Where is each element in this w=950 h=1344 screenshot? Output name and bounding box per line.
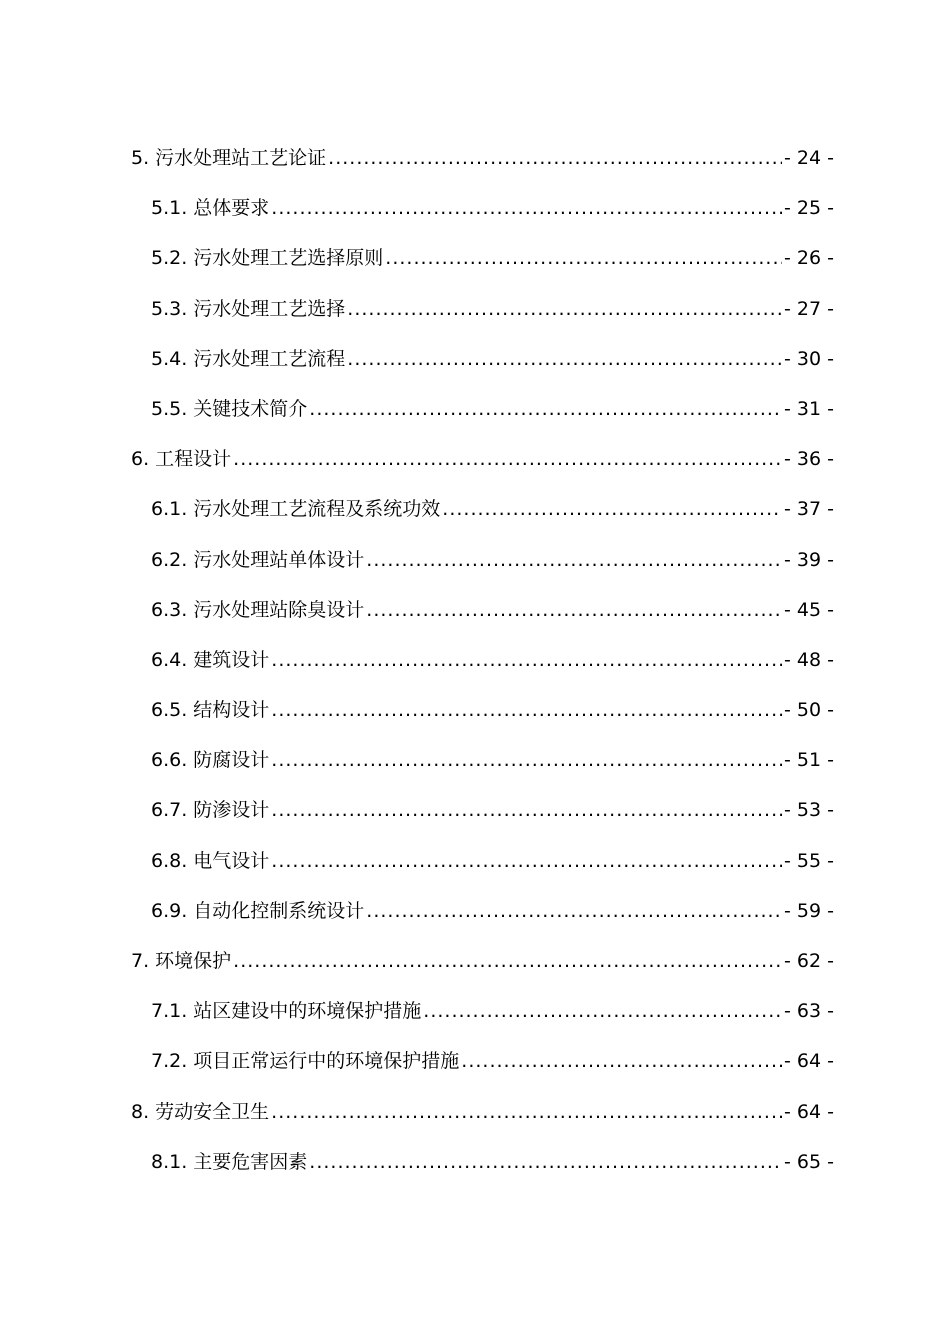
toc-entry-page-number: - 65 - bbox=[784, 1150, 834, 1173]
toc-entry-page-number: - 37 - bbox=[784, 498, 834, 521]
toc-entry-page-number: - 63 - bbox=[784, 1000, 834, 1023]
toc-entry-page-number: - 25 - bbox=[784, 197, 834, 220]
toc-dot-leader bbox=[271, 785, 782, 835]
toc-entry[interactable] bbox=[0, 284, 950, 334]
toc-entry-number: 7. bbox=[131, 950, 150, 972]
toc-dot-leader bbox=[366, 585, 782, 635]
toc-dot-leader bbox=[271, 685, 782, 735]
toc-dot-leader bbox=[309, 1137, 782, 1187]
toc-entry[interactable] bbox=[0, 1137, 950, 1187]
toc-dot-leader bbox=[423, 986, 782, 1036]
toc-dot-leader bbox=[233, 936, 782, 986]
toc-entry-title: 污水处理工艺选择 bbox=[193, 297, 346, 320]
toc-entry[interactable] bbox=[0, 1036, 950, 1086]
toc-entry-number: 6.3. bbox=[151, 598, 188, 621]
toc-entry-number: 6.8. bbox=[151, 849, 188, 872]
toc-entry-number: 5.4. bbox=[151, 347, 188, 370]
toc-entry-page-number: - 48 - bbox=[784, 648, 834, 671]
toc-entry-page-number: - 62 - bbox=[784, 950, 834, 972]
toc-entry-number: 6. bbox=[131, 448, 150, 471]
toc-entry-title: 污水处理站单体设计 bbox=[193, 548, 365, 571]
toc-entry-page-number: - 30 - bbox=[784, 347, 834, 370]
toc-dot-leader bbox=[347, 334, 782, 384]
toc-entry-page-number: - 59 - bbox=[784, 899, 834, 922]
toc-dot-leader bbox=[347, 284, 782, 334]
toc-entry-page-number: - 51 - bbox=[784, 749, 834, 772]
toc-entry[interactable] bbox=[0, 183, 950, 233]
toc-entry-number: 5.1. bbox=[151, 197, 188, 220]
toc-entry-page-number: - 55 - bbox=[784, 849, 834, 872]
toc-dot-leader bbox=[271, 735, 782, 785]
toc-entry-title: 建筑设计 bbox=[193, 648, 270, 671]
toc-entry-page-number: - 64 - bbox=[784, 1050, 834, 1073]
toc-entry-number: 6.4. bbox=[151, 648, 188, 671]
toc-dot-leader bbox=[385, 233, 782, 283]
toc-entry-page-number: - 31 - bbox=[784, 397, 834, 420]
toc-entry-number: 6.6. bbox=[151, 749, 188, 772]
toc-entry-title: 污水处理工艺流程及系统功效 bbox=[193, 498, 441, 521]
toc-entry-page-number: - 26 - bbox=[784, 247, 834, 270]
toc-entry-number: 6.7. bbox=[151, 799, 188, 822]
toc-entry[interactable] bbox=[0, 635, 950, 685]
toc-entry-title: 结构设计 bbox=[193, 699, 270, 722]
toc-dot-leader bbox=[271, 183, 782, 233]
toc-entry-page-number: - 53 - bbox=[784, 799, 834, 822]
toc-entry-title: 防渗设计 bbox=[193, 799, 270, 822]
toc-entry-number: 8. bbox=[131, 1100, 150, 1123]
toc-entry[interactable] bbox=[0, 334, 950, 384]
toc-entry-number: 7.2. bbox=[151, 1050, 188, 1073]
toc-dot-leader bbox=[271, 635, 782, 685]
toc-entry-number: 8.1. bbox=[151, 1150, 188, 1173]
toc-entry-number: 6.9. bbox=[151, 899, 188, 922]
toc-dot-leader bbox=[461, 1036, 782, 1086]
toc-dot-leader bbox=[442, 484, 782, 534]
toc-entry-title: 防腐设计 bbox=[193, 749, 270, 772]
toc-entry[interactable] bbox=[0, 936, 950, 986]
toc-entry-number: 7.1. bbox=[151, 1000, 188, 1023]
toc-entry[interactable] bbox=[0, 535, 950, 585]
toc-entry[interactable] bbox=[0, 986, 950, 1036]
toc-entry-title: 劳动安全卫生 bbox=[155, 1100, 270, 1123]
toc-entry-title: 电气设计 bbox=[193, 849, 270, 872]
toc-entry-number: 6.2. bbox=[151, 548, 188, 571]
toc-entry-title: 项目正常运行中的环境保护措施 bbox=[193, 1050, 460, 1073]
toc-entry-number: 6.5. bbox=[151, 699, 188, 722]
toc-dot-leader bbox=[233, 434, 782, 484]
toc-entry-page-number: - 36 - bbox=[784, 448, 834, 471]
toc-dot-leader bbox=[328, 133, 782, 183]
toc-entry-title: 工程设计 bbox=[155, 448, 232, 471]
toc-dot-leader bbox=[366, 886, 782, 936]
toc-entry[interactable] bbox=[0, 434, 950, 484]
toc-entry[interactable] bbox=[0, 1087, 950, 1137]
toc-entry[interactable] bbox=[0, 785, 950, 835]
toc-entry[interactable] bbox=[0, 484, 950, 534]
toc-entry-page-number: - 24 - bbox=[784, 147, 834, 169]
toc-entry-number: 6.1. bbox=[151, 498, 188, 521]
toc-entry[interactable] bbox=[0, 836, 950, 886]
toc-entry[interactable] bbox=[0, 735, 950, 785]
toc-entry[interactable] bbox=[0, 685, 950, 735]
toc-entry-number: 5.3. bbox=[151, 297, 188, 320]
toc-entry[interactable] bbox=[0, 384, 950, 434]
toc-dot-leader bbox=[271, 1087, 782, 1137]
toc-entry-title: 站区建设中的环境保护措施 bbox=[193, 1000, 422, 1023]
toc-entry-title: 关键技术简介 bbox=[193, 397, 308, 420]
toc-entry-page-number: - 64 - bbox=[784, 1100, 834, 1123]
toc-dot-leader bbox=[271, 836, 782, 886]
toc-entry-title: 环境保护 bbox=[155, 950, 232, 972]
toc-entry-page-number: - 50 - bbox=[784, 699, 834, 722]
toc-entry[interactable] bbox=[0, 233, 950, 283]
toc-dot-leader bbox=[366, 535, 782, 585]
toc-entry-number: 5. bbox=[131, 147, 150, 169]
toc-entry-title: 污水处理站除臭设计 bbox=[193, 598, 365, 621]
toc-entry-title: 污水处理工艺选择原则 bbox=[193, 247, 384, 270]
toc-entry-title: 总体要求 bbox=[193, 197, 270, 220]
toc-entry-title: 主要危害因素 bbox=[193, 1150, 308, 1173]
toc-entry-page-number: - 45 - bbox=[784, 598, 834, 621]
toc-entry-page-number: - 39 - bbox=[784, 548, 834, 571]
toc-entry[interactable] bbox=[0, 133, 950, 183]
toc-entry-number: 5.5. bbox=[151, 397, 188, 420]
toc-entry-page-number: - 27 - bbox=[784, 297, 834, 320]
toc-entry[interactable] bbox=[0, 585, 950, 635]
toc-dot-leader bbox=[309, 384, 782, 434]
toc-entry[interactable] bbox=[0, 886, 950, 936]
toc-entry-title: 污水处理工艺流程 bbox=[193, 347, 346, 370]
table-of-contents bbox=[0, 133, 950, 1187]
toc-entry-title: 污水处理站工艺论证 bbox=[155, 147, 327, 169]
toc-entry-title: 自动化控制系统设计 bbox=[193, 899, 365, 922]
toc-entry-number: 5.2. bbox=[151, 247, 188, 270]
